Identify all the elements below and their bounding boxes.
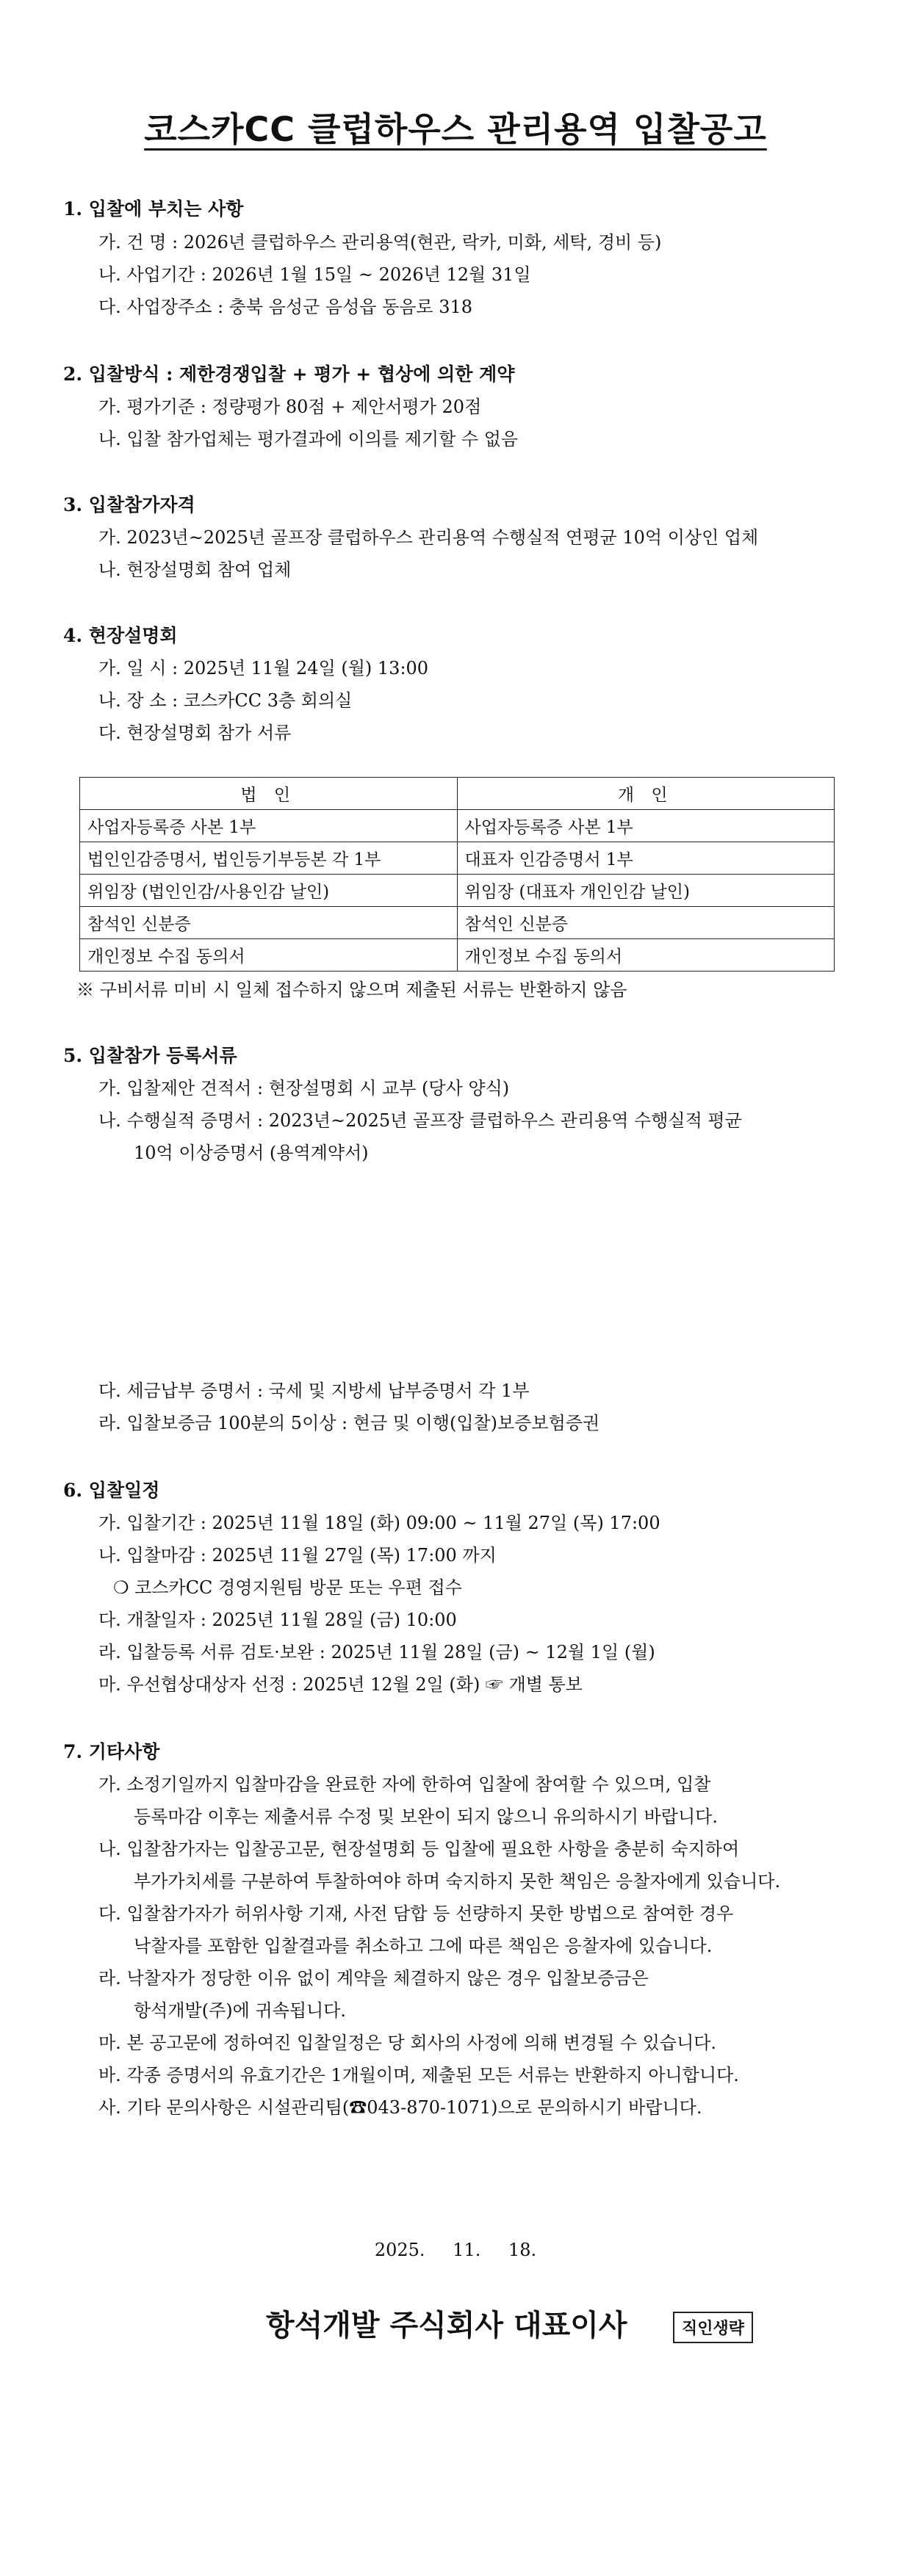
table-cell: 개인정보 수집 동의서 xyxy=(80,939,458,972)
required-documents-table xyxy=(79,777,835,972)
section-1-heading: 1. 입찰에 부치는 사항 xyxy=(63,198,244,220)
section-7-line: 낙찰자를 포함한 입찰결과를 취소하고 그에 따른 책임은 응찰자에 있습니다. xyxy=(134,1936,713,1956)
section-2-heading: 2. 입찰방식 : 제한경쟁입찰 + 평가 + 협상에 의한 계약 xyxy=(63,363,515,385)
section-7-heading: 7. 기타사항 xyxy=(63,1741,160,1762)
section-5-heading: 5. 입찰참가 등록서류 xyxy=(63,1045,237,1066)
section-4-line: 나. 장 소 : 코스카CC 3층 회의실 xyxy=(98,690,353,711)
section-6-line: 라. 입찰등록 서류 검토·보완 : 2025년 11월 28일 (금) ~ 12월 1일 (월) xyxy=(98,1642,655,1663)
section-7-line: 다. 입찰참가자가 허위사항 기재, 사전 담합 등 선량하지 못한 방법으로 참여한 경우 xyxy=(98,1903,734,1924)
section-3-line: 나. 현장설명회 참여 업체 xyxy=(98,560,292,580)
section-3-line: 가. 2023년~2025년 골프장 클럽하우스 관리용역 수행실적 연평균 10억 이상인 업체 xyxy=(98,527,759,548)
table-cell: 법인인감증명서, 법인등기부등본 각 1부 xyxy=(80,842,458,875)
table-header-individual: 개 인 xyxy=(457,778,835,810)
table-row xyxy=(80,907,835,939)
section-7-line: 바. 각종 증명서의 유효기간은 1개월이며, 제출된 모든 서류는 반환하지 아니합니다. xyxy=(98,2065,739,2085)
table-cell: 참석인 신분증 xyxy=(80,907,458,939)
section-7-line: 항석개발(주)에 귀속됩니다. xyxy=(134,2000,347,2021)
table-cell: 사업자등록증 사본 1부 xyxy=(80,810,458,842)
section-5-line: 가. 입찰제안 견적서 : 현장설명회 시 교부 (당사 양식) xyxy=(98,1078,510,1099)
table-cell: 사업자등록증 사본 1부 xyxy=(457,810,835,842)
announcement-date: 2025. 11. 18. xyxy=(374,2240,537,2260)
signer-name: 항석개발 주식회사 대표이사 xyxy=(266,2309,627,2342)
section-4-heading: 4. 현장설명회 xyxy=(63,625,178,646)
table-row xyxy=(80,939,835,972)
table-row xyxy=(80,842,835,875)
table-cell: 위임장 (법인인감/사용인감 날인) xyxy=(80,875,458,907)
table-cell: 참석인 신분증 xyxy=(457,907,835,939)
section-7-line: 나. 입찰참가자는 입찰공고문, 현장설명회 등 입찰에 필요한 사항을 충분히 숙지하여 xyxy=(98,1839,740,1859)
section-5-line: 다. 세금납부 증명서 : 국세 및 지방세 납부증명서 각 1부 xyxy=(98,1381,530,1401)
table-header-row xyxy=(80,778,835,810)
section-3-heading: 3. 입찰참가자격 xyxy=(63,494,195,515)
section-2-line: 가. 평가기준 : 정량평가 80점 + 제안서평가 20점 xyxy=(98,397,482,417)
section-1-line: 다. 사업장주소 : 충북 음성군 음성읍 동음로 318 xyxy=(98,297,473,317)
table-cell: 위임장 (대표자 개인인감 날인) xyxy=(457,875,835,907)
table-row xyxy=(80,875,835,907)
section-7-line: 등록마감 이후는 제출서류 수정 및 보완이 되지 않으니 유의하시기 바랍니다. xyxy=(134,1806,718,1827)
section-1-line: 가. 건 명 : 2026년 클럽하우스 관리용역(현관, 락카, 미화, 세탁, 경비 등) xyxy=(98,232,662,253)
section-7-line: 사. 기타 문의사항은 시설관리팀(☎043-870-1071)으로 문의하시기 바랍니다. xyxy=(98,2097,702,2118)
seal-omitted-stamp: 직인생략 xyxy=(673,2312,753,2343)
section-5-line: 라. 입찰보증금 100분의 5이상 : 현금 및 이행(입찰)보증보험증권 xyxy=(98,1413,600,1433)
section-1-line: 나. 사업기간 : 2026년 1월 15일 ~ 2026년 12월 31일 xyxy=(98,264,531,285)
table-cell: 개인정보 수집 동의서 xyxy=(457,939,835,972)
section-6-line: 나. 입찰마감 : 2025년 11월 27일 (목) 17:00 까지 xyxy=(98,1545,497,1566)
table-row xyxy=(80,810,835,842)
section-6-line: ❍ 코스카CC 경영지원팀 방문 또는 우편 접수 xyxy=(113,1577,462,1598)
section-6-heading: 6. 입찰일정 xyxy=(63,1480,160,1501)
section-4-line: 가. 일 시 : 2025년 11월 24일 (월) 13:00 xyxy=(98,658,429,679)
document-title: 코스카CC 클럽하우스 관리용역 입찰공고 xyxy=(144,109,767,149)
section-2-line: 나. 입찰 참가업체는 평가결과에 이의를 제기할 수 없음 xyxy=(98,429,519,449)
section-7-line: 부가가치세를 구분하여 투찰하여야 하며 숙지하지 못한 책임은 응찰자에게 있습니다. xyxy=(134,1871,781,1892)
section-6-line: 가. 입찰기간 : 2025년 11월 18일 (화) 09:00 ~ 11월 27일 (목) 17:00 xyxy=(98,1513,660,1533)
table-note: ※ 구비서류 미비 시 일체 접수하지 않으며 제출된 서류는 반환하지 않음 xyxy=(76,980,627,1000)
section-7-line: 라. 낙찰자가 정당한 이유 없이 계약을 체결하지 않은 경우 입찰보증금은 xyxy=(98,1968,649,1989)
section-5-line: 10억 이상증명서 (용역계약서) xyxy=(134,1143,369,1163)
section-6-line: 마. 우선협상대상자 선정 : 2025년 12월 2일 (화) ☞ 개별 통보 xyxy=(98,1674,583,1695)
section-6-line: 다. 개찰일자 : 2025년 11월 28일 (금) 10:00 xyxy=(98,1610,457,1630)
section-7-line: 마. 본 공고문에 정하여진 입찰일정은 당 회사의 사정에 의해 변경될 수 있습니다. xyxy=(98,2033,717,2053)
table-cell: 대표자 인감증명서 1부 xyxy=(457,842,835,875)
table-header-corporate: 법 인 xyxy=(80,778,458,810)
section-4-line: 다. 현장설명회 참가 서류 xyxy=(98,723,292,743)
section-5-line: 나. 수행실적 증명서 : 2023년~2025년 골프장 클럽하우스 관리용역 수행실적 평균 xyxy=(98,1110,742,1131)
section-7-line: 가. 소정기일까지 입찰마감을 완료한 자에 한하여 입찰에 참여할 수 있으며, 입찰 xyxy=(98,1774,711,1795)
